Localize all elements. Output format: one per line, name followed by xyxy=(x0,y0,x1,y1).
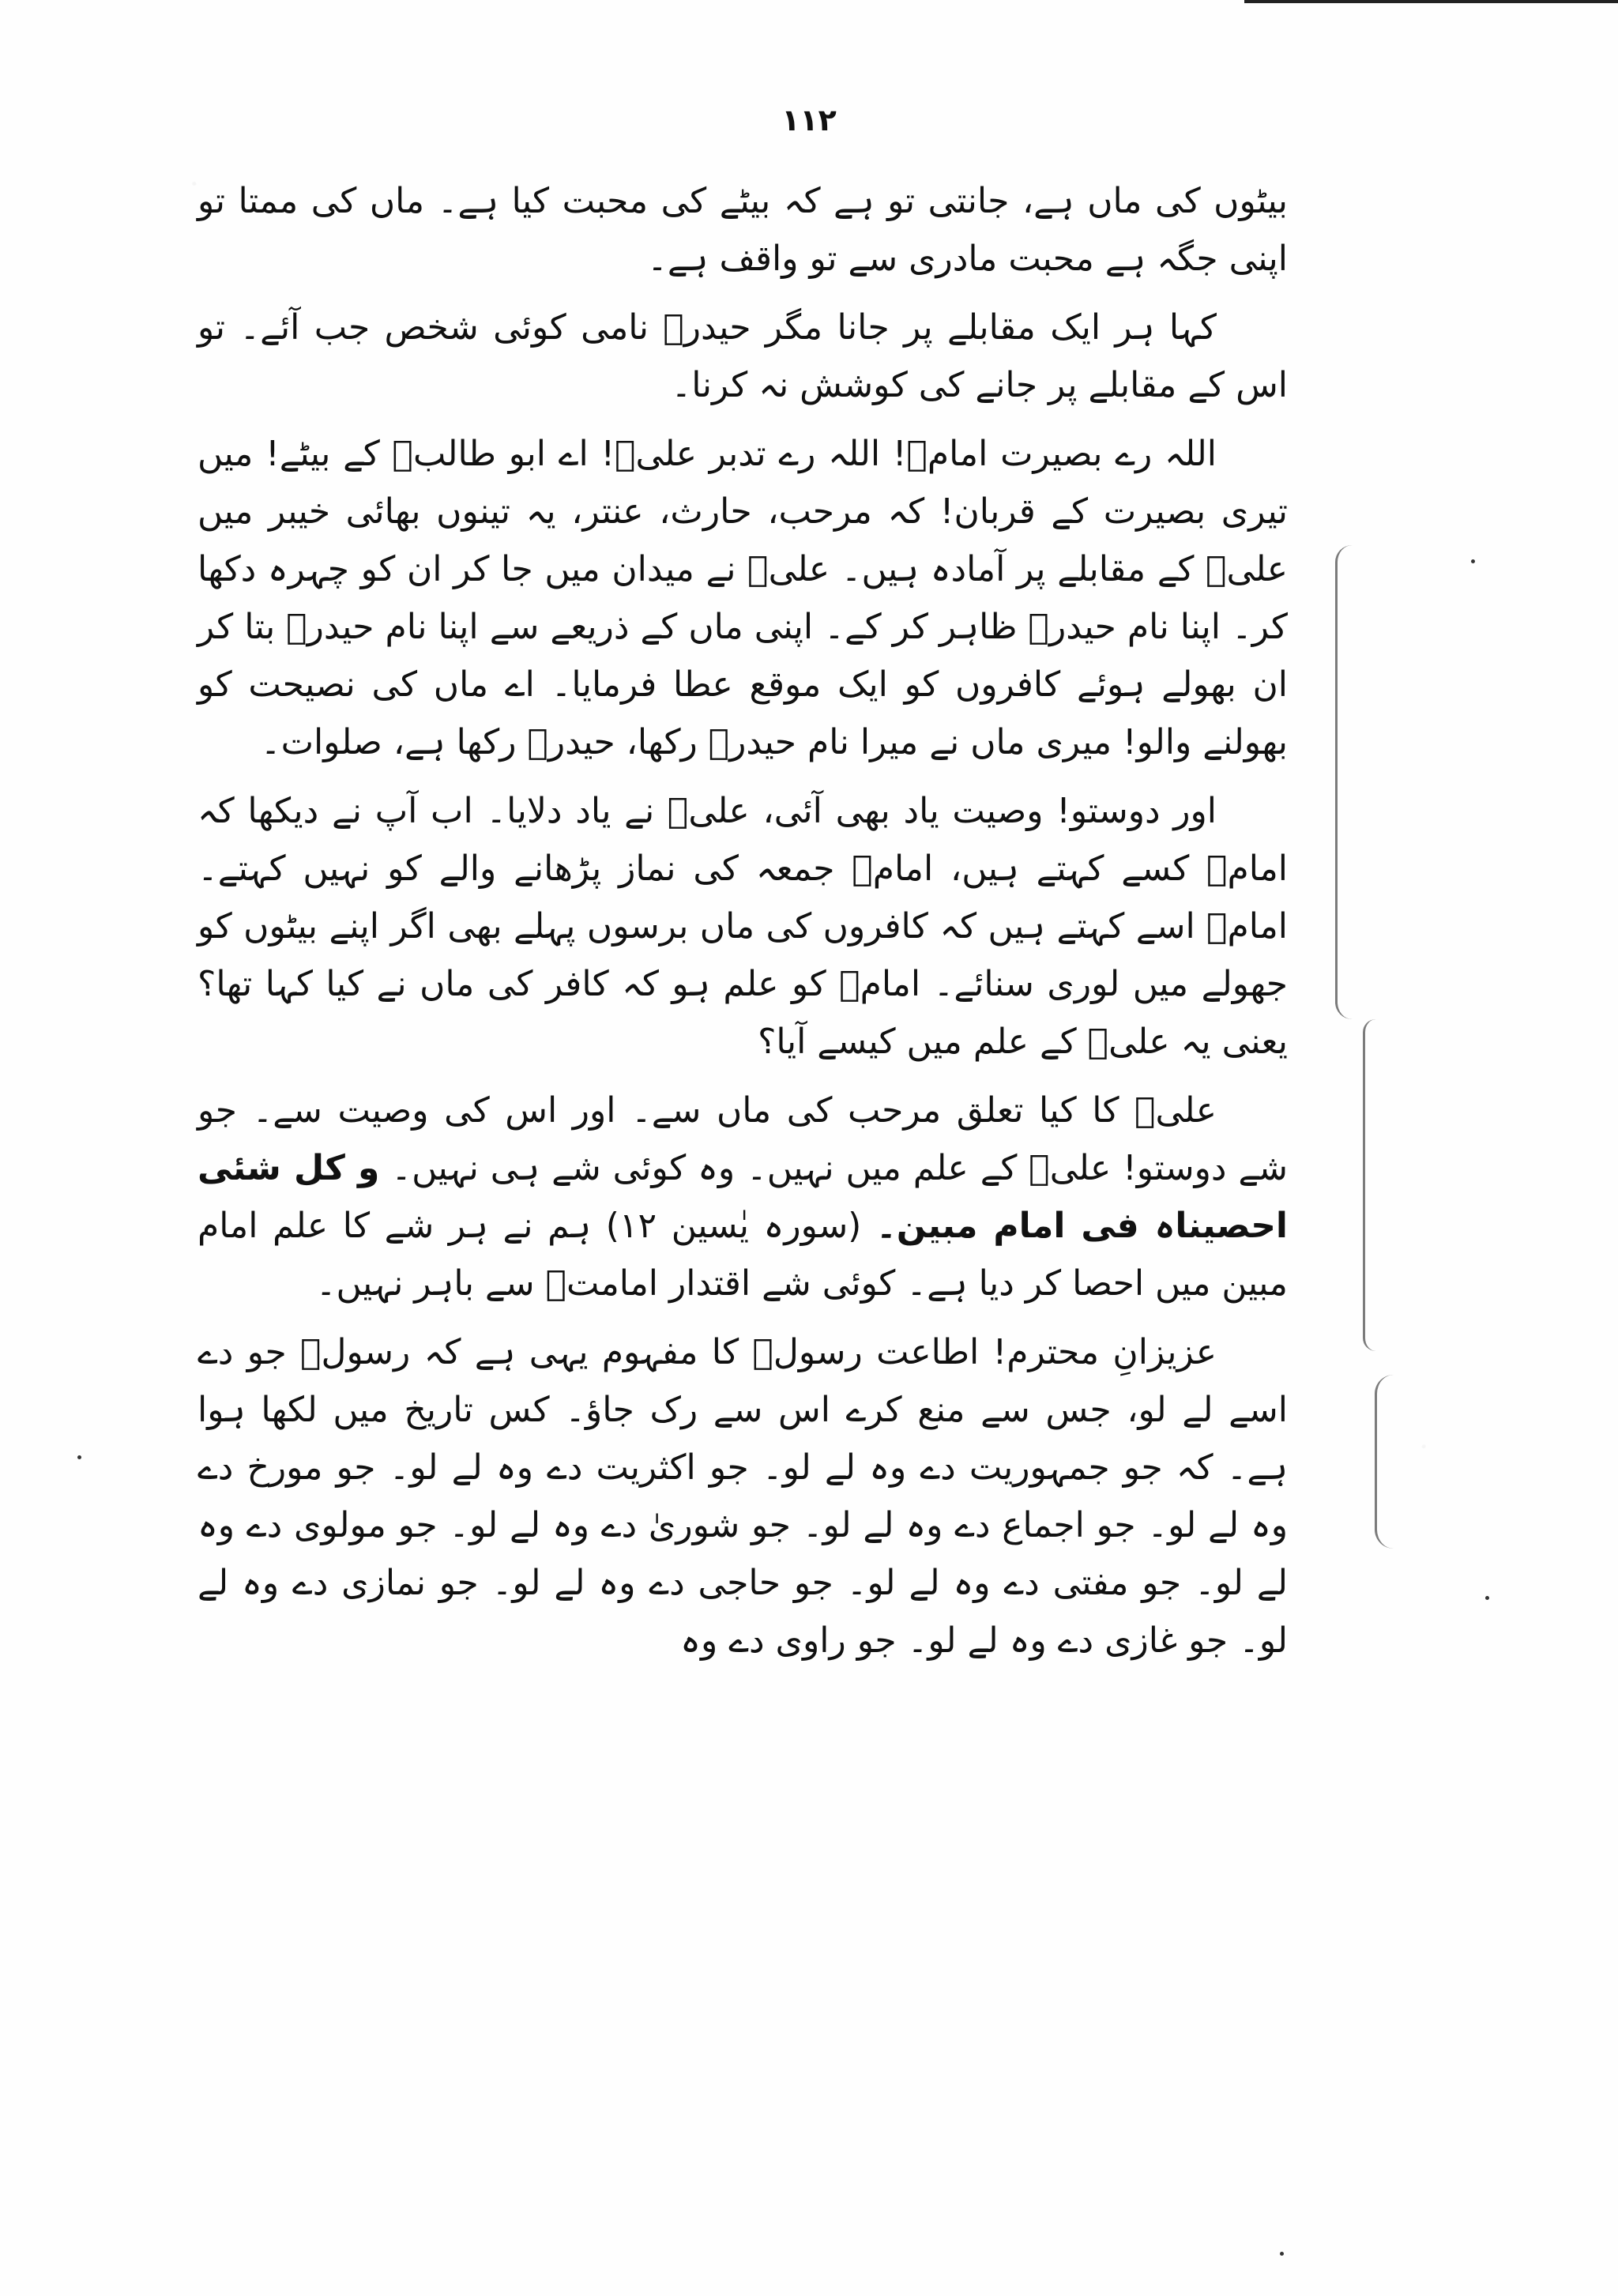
paragraph-5-part-a: علیؑ کا کیا تعلق مرحب کی ماں سے۔ اور اس کی وصیت سے۔ جو شے دوستو! علیؑ کے علم میں نہیں۔ وہ کوئی شے ہی نہیں۔ xyxy=(198,1090,1288,1188)
margin-bracket-mark-2 xyxy=(1363,1019,1389,1351)
scan-speck xyxy=(1485,1596,1489,1600)
paragraph-5-part-b: (سورہ یٰسین ۱۲) ہم نے ہر شے کا علم امام مبین میں احصا کر دیا ہے۔ کوئی شے اقتدار امامتؑ سے باہر نہیں۔ xyxy=(198,1206,1288,1304)
paragraph-5 xyxy=(198,1082,1288,1312)
paragraph-3: اللہ رے بصیرت امامؑ! اللہ رے تدبر علیؑ! اے ابو طالبؑ کے بیٹے! میں تیری بصیرت کے قربان! کہ مرحب، حارث، عنتر، یہ تینوں بھائی خیبر میں علیؑ کے مقابلے پر آمادہ ہیں۔ علیؑ نے میدان میں جا کر ان کو چہرہ دکھا کر۔ اپنا نام حیدرؑ ظاہر کر کے۔ اپنی ماں کے ذریعے سے اپنا نام حیدرؑ بتا کر ان بھولے ہوئے کافروں کو ایک موقع عطا فرمایا۔ اے ماں کی نصیحت کو بھولنے والو! میری ماں نے میرا نام حیدرؑ رکھا، حیدرؑ رکھا ہے، صلوات۔ xyxy=(198,434,1288,762)
paragraph-4: اور دوستو! وصیت یاد بھی آئی، علیؑ نے یاد دلایا۔ اب آپ نے دیکھا کہ امامؑ کسے کہتے ہیں، امامؑ جمعہ کی نماز پڑھانے والے کو نہیں کہتے۔ امامؑ اسے کہتے ہیں کہ کافروں کی ماں برسوں پہلے بھی اگر اپنے بیٹوں کو جھولے میں لوری سنائے۔ امامؑ کو علم ہو کہ کافر کی ماں نے کیا کہا تھا؟ یعنی یہ علیؑ کے علم میں کیسے آیا؟ xyxy=(198,791,1288,1062)
scan-speck xyxy=(77,1455,81,1459)
scan-speck xyxy=(1280,2252,1284,2256)
scan-speck xyxy=(1471,559,1475,563)
paragraph-1: بیٹوں کی ماں ہے، جانتی تو ہے کہ بیٹے کی محبت کیا ہے۔ ماں کی ممتا تو اپنی جگہ ہے محبت مادری سے تو واقف ہے۔ xyxy=(198,181,1288,279)
top-border-line xyxy=(1244,0,1618,3)
paragraph-6: عزیزانِ محترم! اطاعت رسولؐ کا مفہوم یہی ہے کہ رسولؐ جو دے اسے لے لو، جس سے منع کرے اس سے رک جاؤ۔ کس تاریخ میں لکھا ہوا ہے۔ کہ جو جمہوریت دے وہ لے لو۔ جو اکثریت دے وہ لے لو۔ جو مورخ دے وہ لے لو۔ جو اجماع دے وہ لے لو۔ جو شوریٰ دے وہ لے لو۔ جو مولوی دے وہ لے لو۔ جو مفتی دے وہ لے لو۔ جو حاجی دے وہ لے لو۔ جو نمازی دے وہ لے لو۔ جو غازی دے وہ لے لو۔ جو راوی دے وہ xyxy=(198,1332,1288,1661)
margin-bracket-mark-1 xyxy=(1335,545,1369,1019)
page-number: ۱۱۲ xyxy=(781,103,837,137)
margin-bracket-mark-3 xyxy=(1375,1375,1413,1549)
paragraph-2: کہا ہر ایک مقابلے پر جانا مگر حیدرؑ نامی کوئی شخص جب آئے۔ تو اس کے مقابلے پر جانے کی کوشش نہ کرنا۔ xyxy=(198,307,1288,405)
urdu-text-body xyxy=(198,172,1288,1681)
quranic-verse: و کل شئی احصیناہ فی امام مبین۔ xyxy=(198,1148,1288,1246)
